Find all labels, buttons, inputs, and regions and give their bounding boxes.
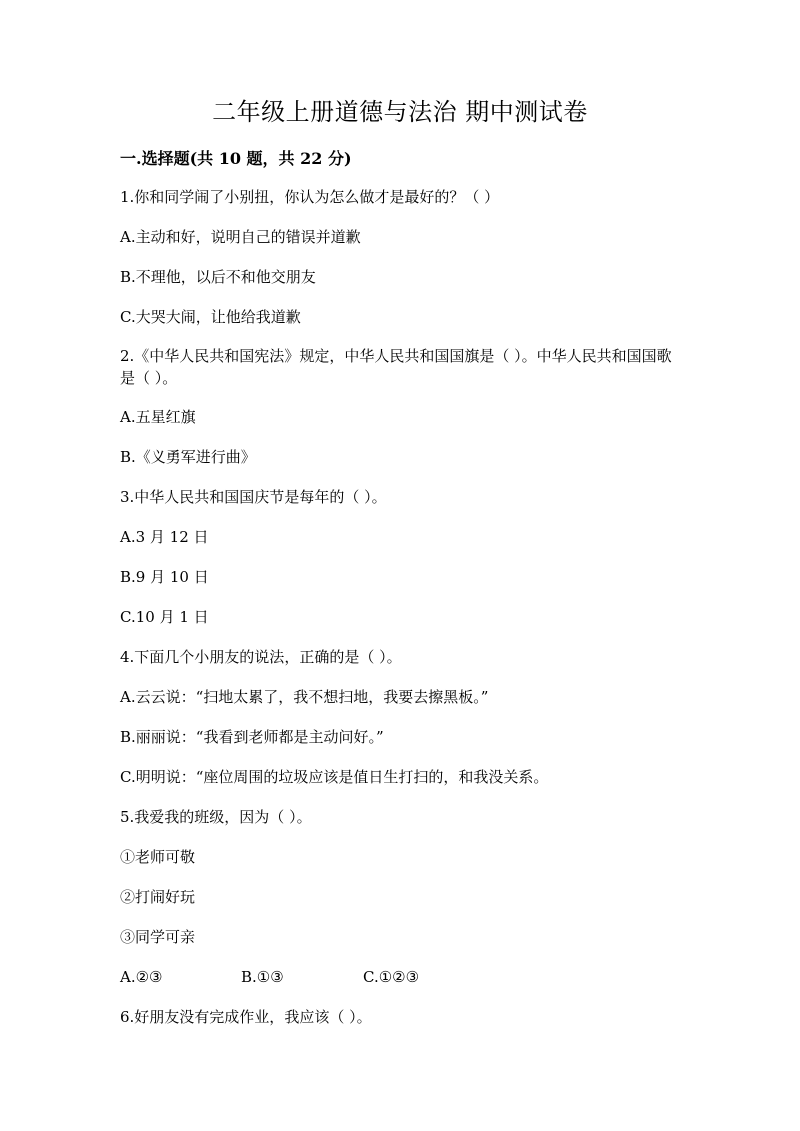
question-5-option-b[interactable]: B.①③ bbox=[241, 968, 284, 986]
question-4-option-b[interactable]: B.丽丽说：“我看到老师都是主动问好。” bbox=[120, 728, 384, 746]
question-1-option-a[interactable]: A.主动和好，说明自己的错误并道歉 bbox=[120, 228, 361, 246]
question-2-option-a[interactable]: A.五星红旗 bbox=[120, 408, 196, 426]
question-1-option-c[interactable]: C.大哭大闹，让他给我道歉 bbox=[120, 308, 301, 326]
question-5-item-1: ①老师可敬 bbox=[120, 848, 196, 866]
question-3-option-c[interactable]: C.10 月 1 日 bbox=[120, 608, 209, 626]
question-6-stem: 6.好朋友没有完成作业，我应该（ ）。 bbox=[120, 1008, 372, 1026]
question-3-option-b[interactable]: B.9 月 10 日 bbox=[120, 568, 209, 586]
question-5-option-a[interactable]: A.②③ bbox=[120, 968, 163, 986]
question-4-option-a[interactable]: A.云云说：“扫地太累了，我不想扫地，我要去擦黑板。” bbox=[120, 688, 489, 706]
question-5-stem: 5.我爱我的班级，因为（ ）。 bbox=[120, 808, 312, 826]
question-4-option-c[interactable]: C.明明说：“座位周围的垃圾应该是值日生打扫的，和我没关系。 bbox=[120, 768, 549, 786]
question-5-option-c[interactable]: C.①②③ bbox=[363, 968, 420, 986]
question-4-stem: 4.下面几个小朋友的说法，正确的是（ ）。 bbox=[120, 648, 402, 666]
page-title: 二年级上册道德与法治 期中测试卷 bbox=[212, 98, 588, 126]
question-2-option-b[interactable]: B.《义勇军进行曲》 bbox=[120, 448, 256, 466]
question-1-stem: 1.你和同学闹了小别扭，你认为怎么做才是最好的？（ ） bbox=[120, 188, 500, 206]
section-heading: 一.选择题(共 10 题，共 22 分) bbox=[120, 149, 352, 168]
question-5-item-3: ③同学可亲 bbox=[120, 928, 196, 946]
question-2-stem: 2.《中华人民共和国宪法》规定，中华人民共和国国旗是（ ）。中华人民共和国国歌是（ ）。 bbox=[120, 347, 672, 387]
question-5-item-2: ②打闹好玩 bbox=[120, 888, 196, 906]
question-3-option-a[interactable]: A.3 月 12 日 bbox=[120, 528, 209, 546]
question-1-option-b[interactable]: B.不理他，以后不和他交朋友 bbox=[120, 268, 316, 286]
question-3-stem: 3.中华人民共和国国庆节是每年的（ ）。 bbox=[120, 488, 387, 506]
